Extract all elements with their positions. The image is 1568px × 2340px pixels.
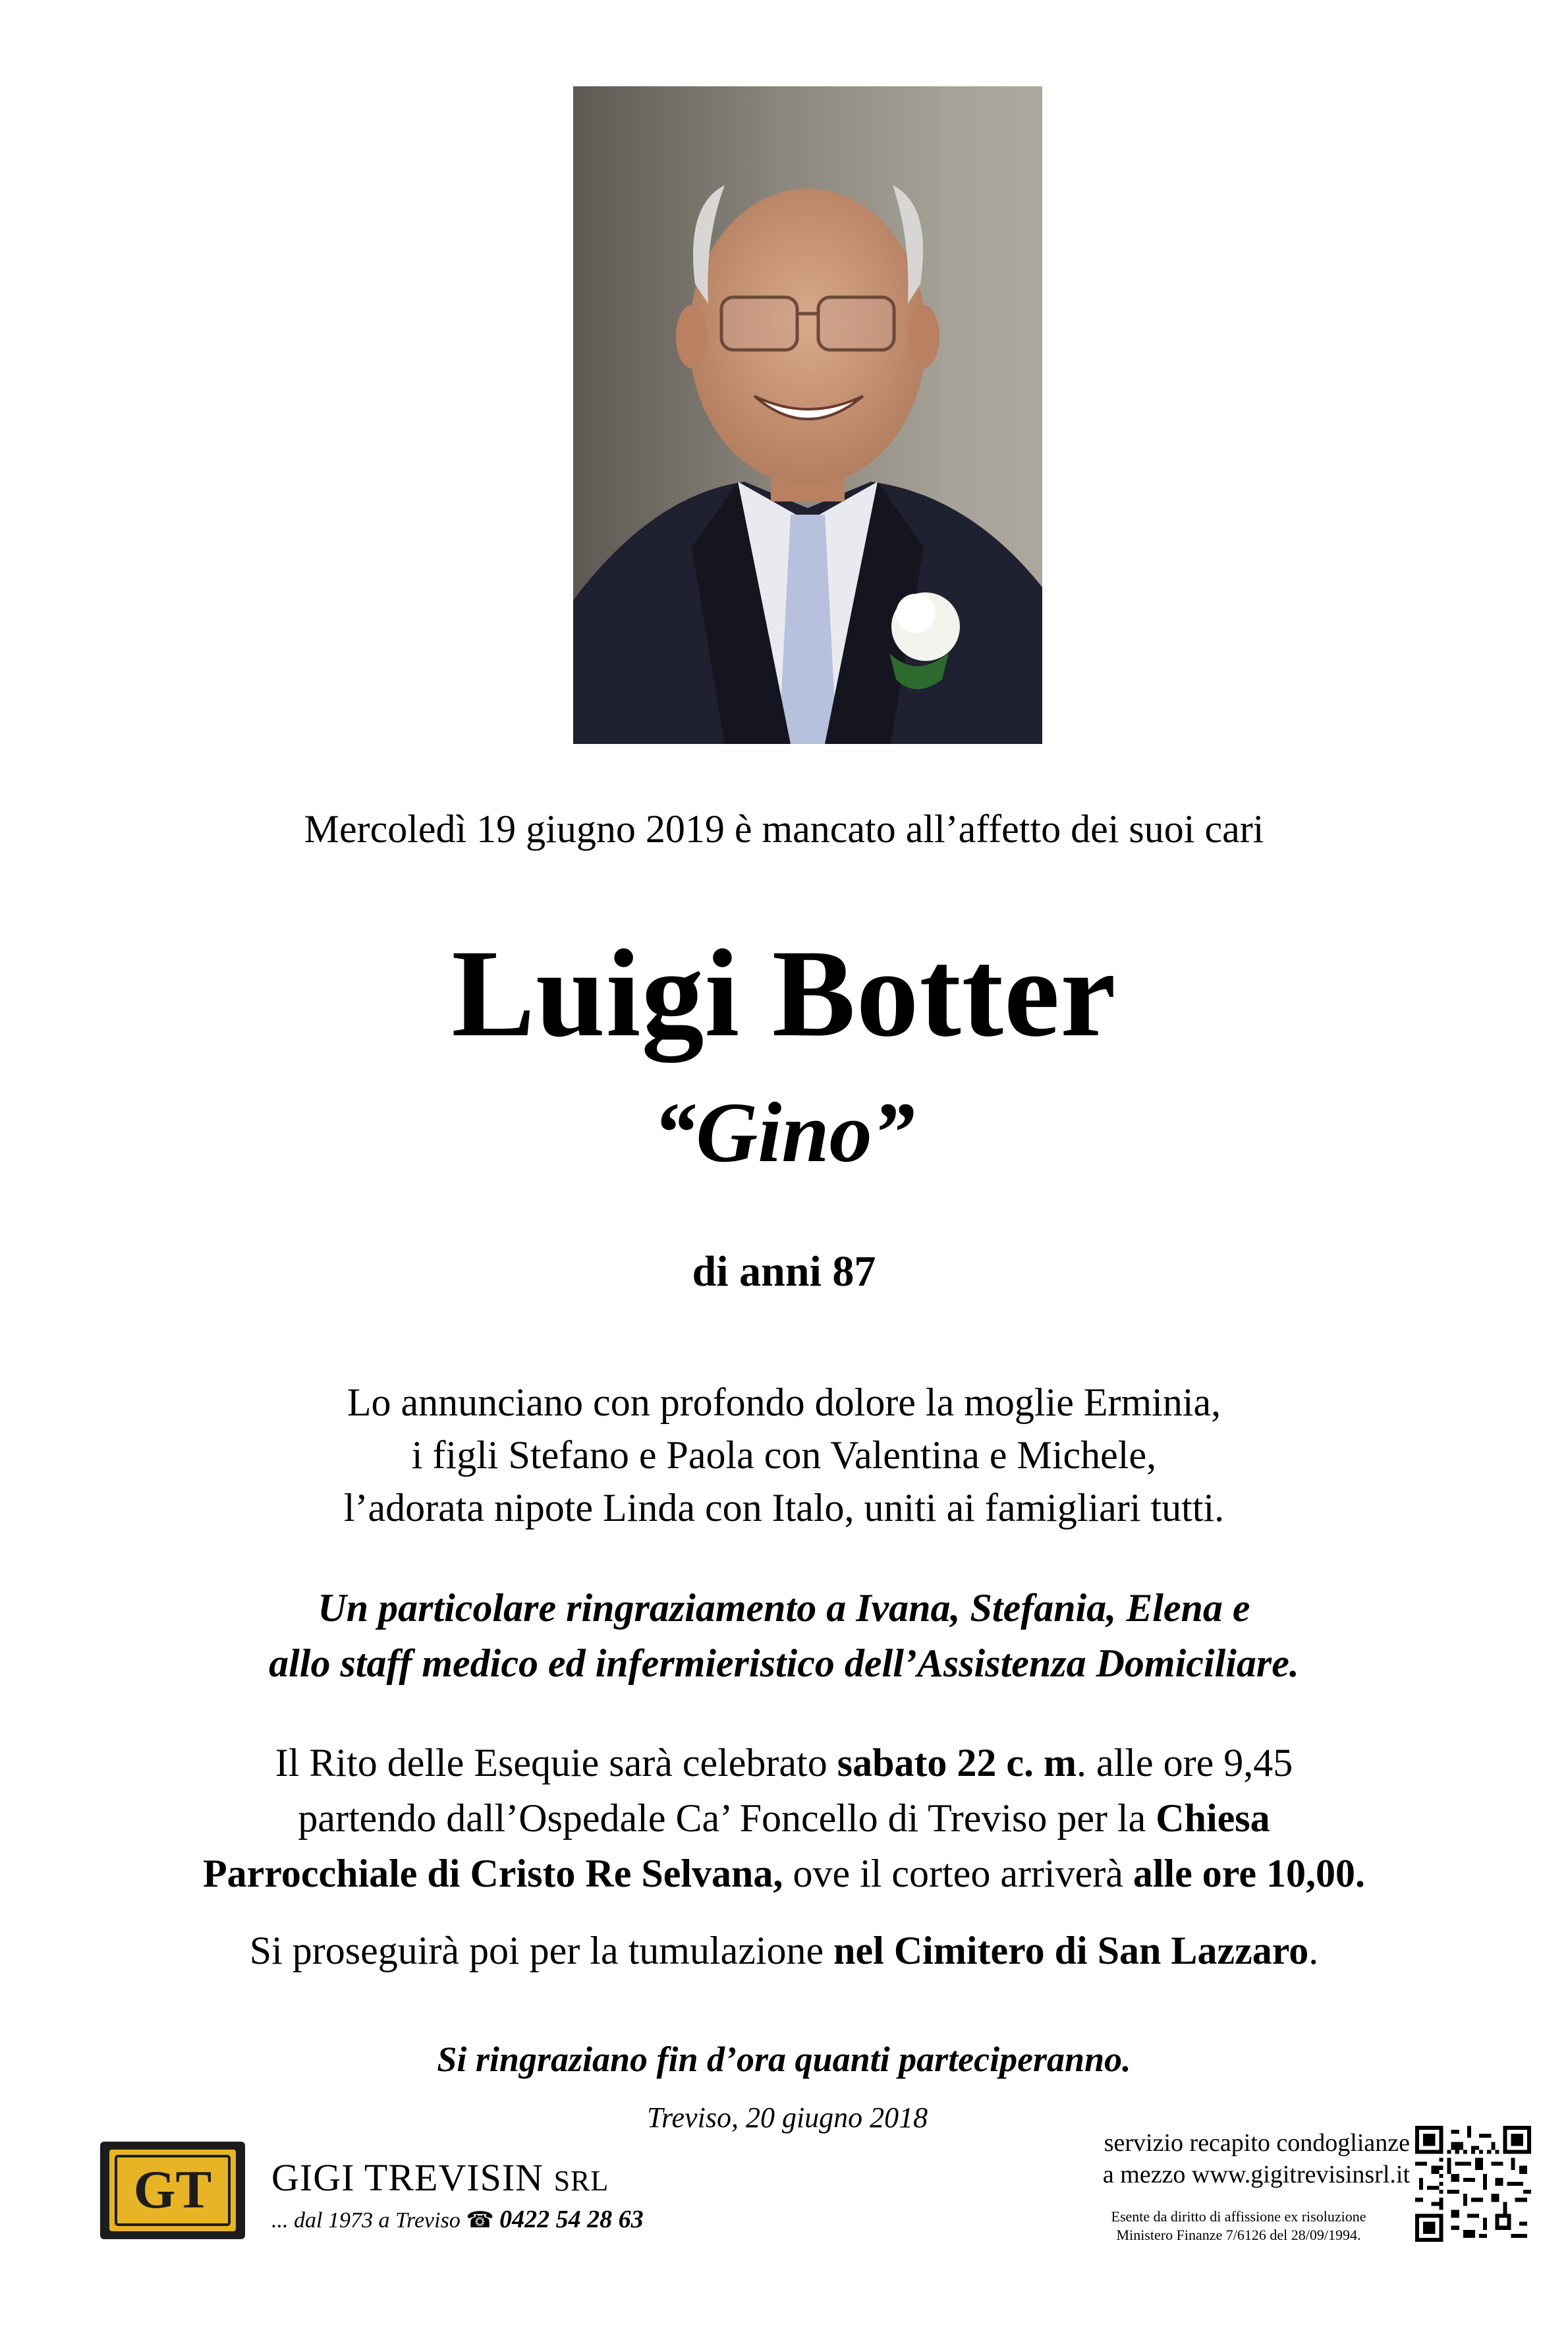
nickname: “Gino” — [653, 1085, 915, 1180]
burial-cemetery: nel Cimitero di San Lazzaro — [833, 1929, 1309, 1972]
company-logo — [100, 2142, 245, 2239]
burial-period: . — [1308, 1929, 1319, 1972]
company-name-text: GIGI TREVISIN — [271, 2156, 544, 2199]
rite-text: ove il corteo arriverà — [783, 1852, 1133, 1895]
special-thanks-line: allo staff medico ed infermieristico dell’Assistenza Domiciliare. — [269, 1641, 1299, 1685]
family-line: i figli Stefano e Paola con Valentina e Michele, — [411, 1433, 1157, 1477]
portrait-photo — [573, 86, 1042, 744]
age-text: di anni 87 — [692, 1247, 876, 1296]
rite-church: Chiesa — [1156, 1796, 1270, 1840]
company-subline — [271, 2204, 644, 2237]
funeral-rite-info — [0, 1735, 1568, 1901]
company-since: ... dal 1973 a Treviso — [271, 2208, 461, 2233]
rite-line-2 — [0, 1790, 1568, 1846]
rite-arrival-time: alle ore 10,00. — [1133, 1852, 1365, 1895]
logo-text: GT — [133, 2159, 212, 2219]
qr-code-icon — [1415, 2126, 1531, 2242]
service-line: a mezzo www.gigitrevisinsrl.it — [1102, 2161, 1410, 2188]
intro-text: Mercoledì 19 giugno 2019 è mancato all’affetto dei suoi cari — [304, 807, 1264, 851]
exempt-line: Esente da diritto di affissione ex risoluzione — [1111, 2208, 1366, 2225]
family-line: l’adorata nipote Linda con Italo, uniti ai famigliari tutti. — [343, 1486, 1225, 1529]
rite-text: Il Rito delle Esequie sarà celebrato — [275, 1741, 837, 1784]
family-announcement — [0, 1376, 1568, 1534]
portrait-photo-icon — [573, 86, 1042, 744]
phone-icon: ☎ — [466, 2208, 494, 2233]
rite-church-name: Parrocchiale di Cristo Re Selvana, — [203, 1852, 783, 1895]
rite-line-1 — [0, 1735, 1568, 1790]
date-place: Treviso, 20 giugno 2018 — [647, 2101, 928, 2134]
rite-text: partendo dall’Ospedale Ca’ Foncello di Treviso per la — [298, 1796, 1156, 1840]
tax-exemption-note — [1041, 2208, 1410, 2244]
burial-text: Si proseguirà poi per la tumulazione — [249, 1929, 834, 1972]
burial-info — [0, 1923, 1568, 1978]
rite-date: sabato 22 c. m — [837, 1741, 1077, 1784]
special-thanks — [0, 1580, 1568, 1691]
company-phone: 0422 54 28 63 — [499, 2206, 644, 2233]
rite-time: . alle ore 9,45 — [1077, 1741, 1293, 1784]
rite-line-3 — [0, 1846, 1568, 1901]
exempt-line: Ministero Finanze 7/6126 del 28/09/1994. — [1116, 2227, 1361, 2243]
special-thanks-line: Un particolare ringraziamento a Ivana, Stefania, Elena e — [318, 1586, 1250, 1630]
company-name — [271, 2155, 609, 2204]
company-logo-icon — [100, 2142, 245, 2239]
service-line: servizio recapito condoglianze — [1104, 2129, 1410, 2157]
deceased-name: Luigi Botter — [451, 925, 1117, 1063]
condolence-service — [1041, 2127, 1410, 2190]
family-line: Lo annunciano con profondo dolore la moglie Erminia, — [347, 1381, 1221, 1424]
final-thanks: Si ringraziano fin d’ora quanti parteciperanno. — [437, 2040, 1131, 2079]
qr-code[interactable] — [1415, 2126, 1531, 2242]
company-suffix: SRL — [553, 2165, 609, 2197]
